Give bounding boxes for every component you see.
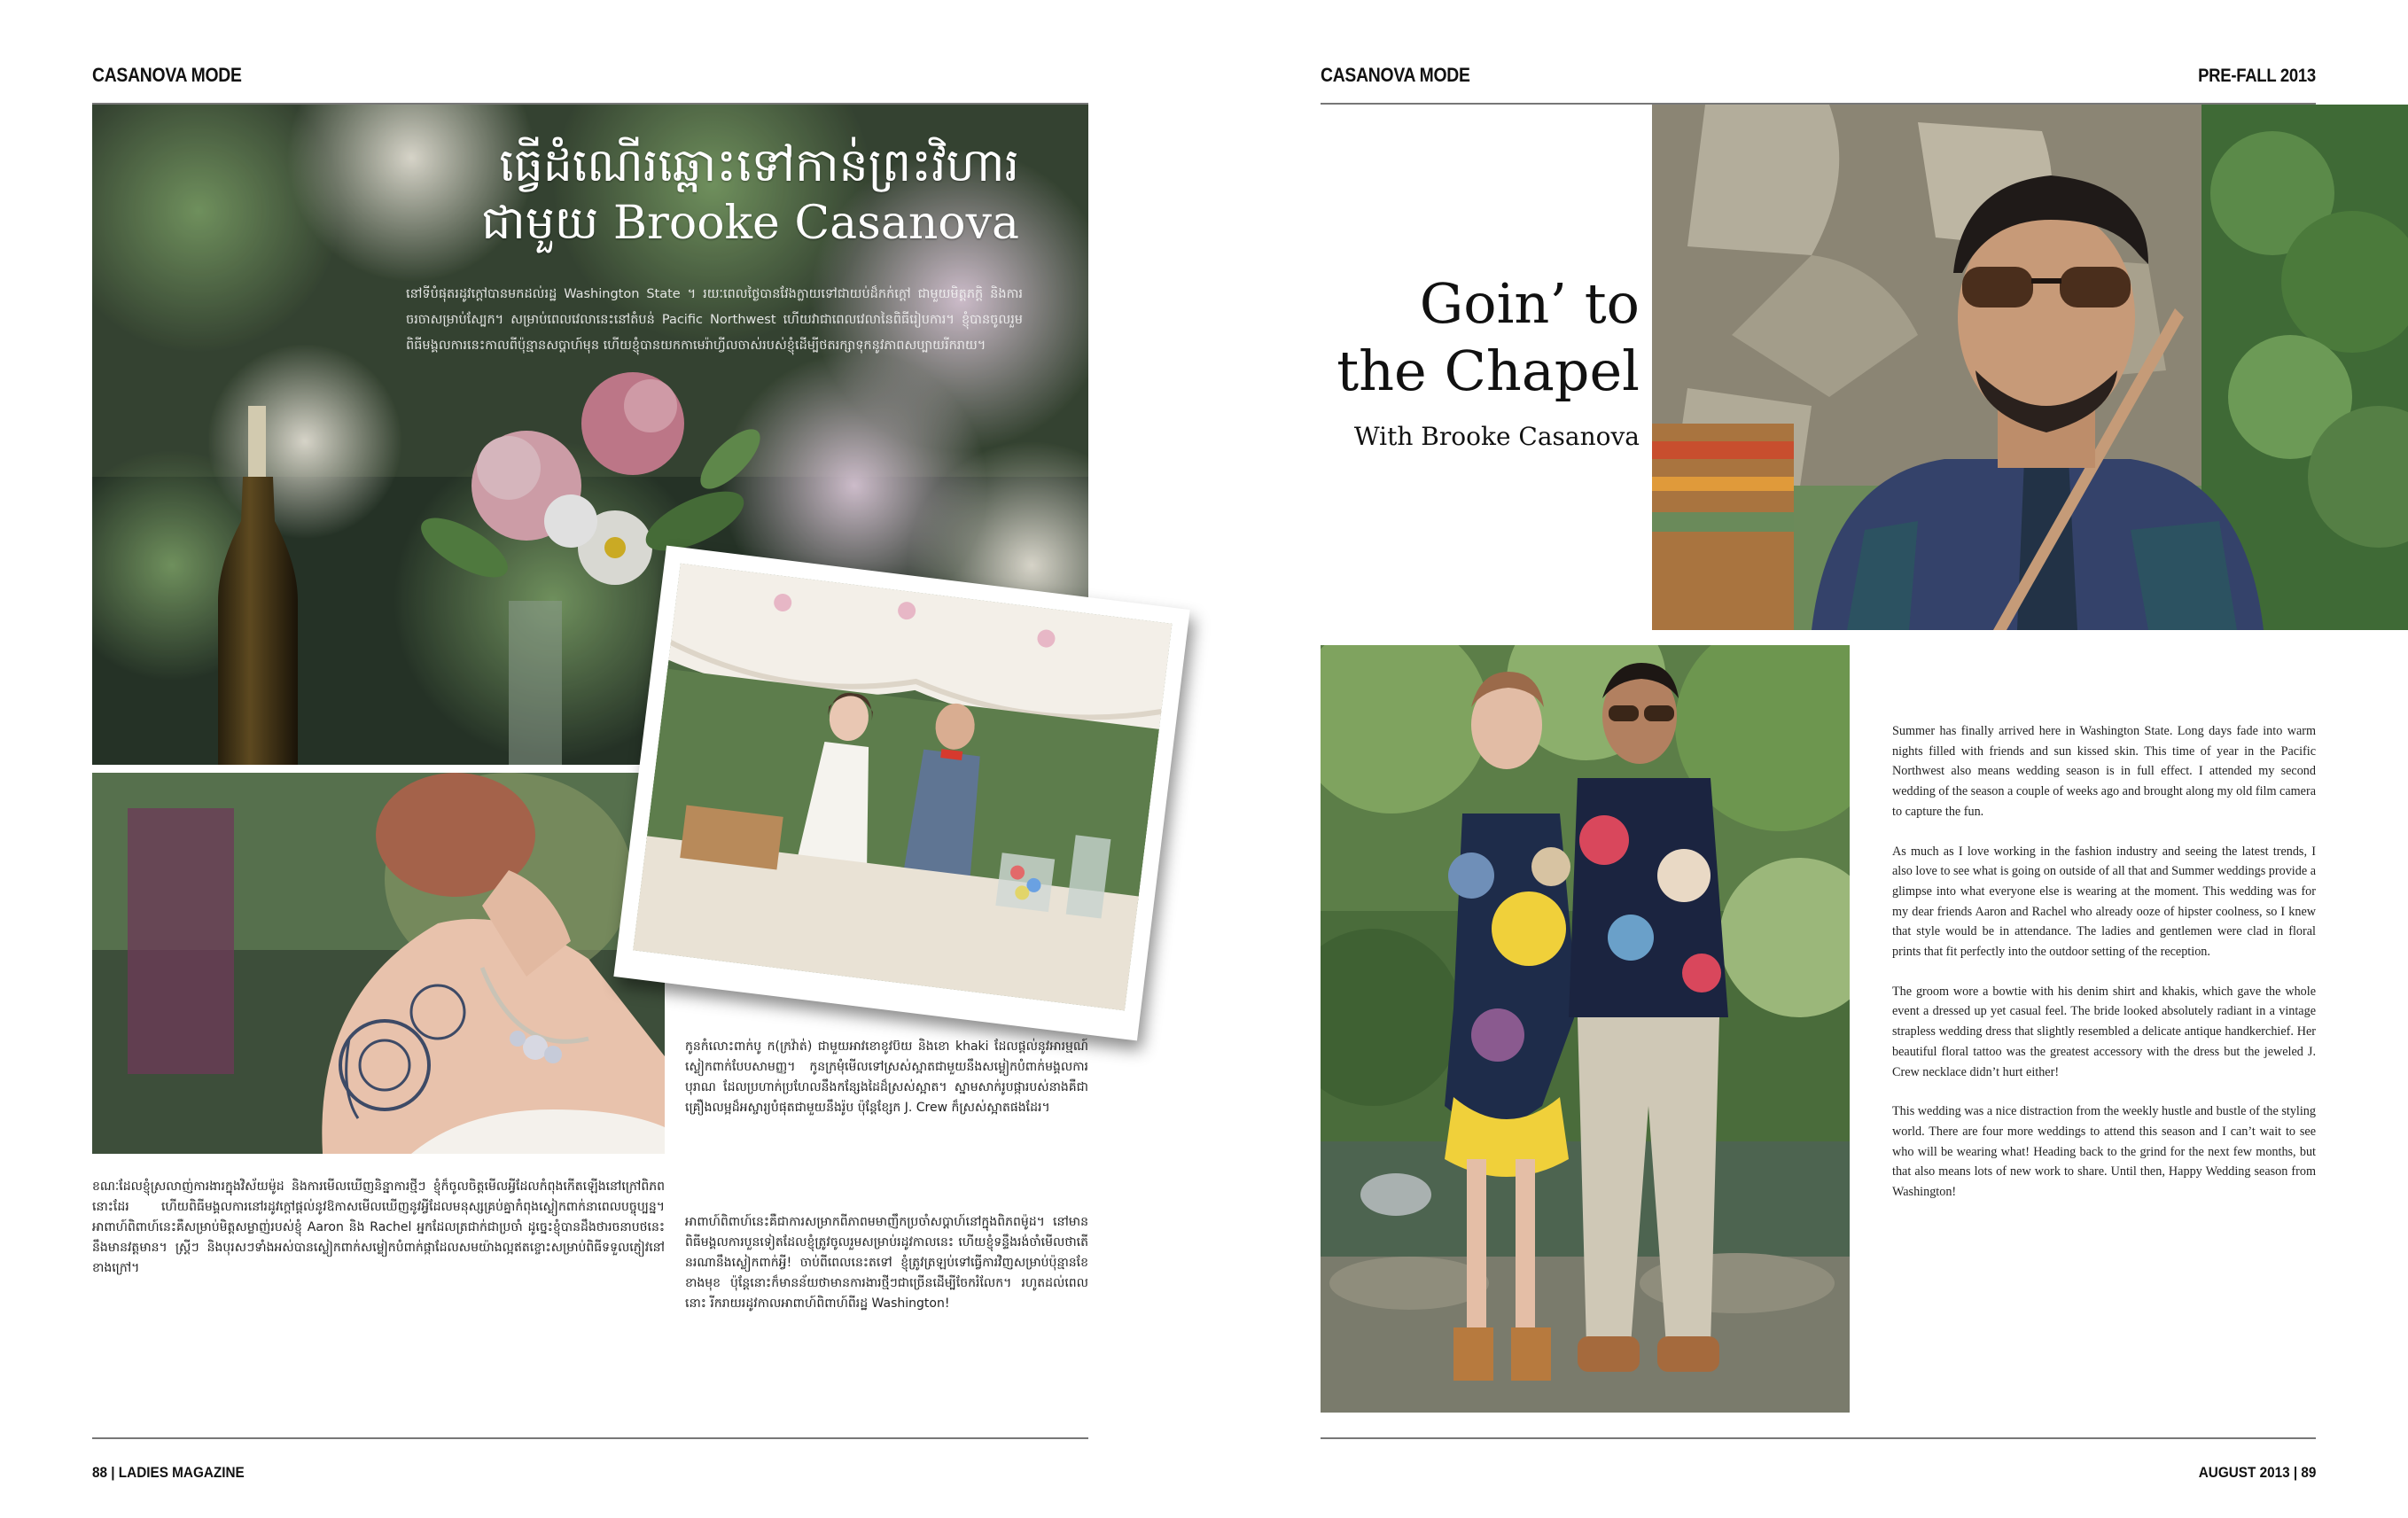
couple-tent-photo — [633, 564, 1172, 1011]
left-footer-rule — [92, 1437, 1088, 1439]
right-page-issue: PRE-FALL 2013 — [2198, 66, 2316, 86]
khmer-body-column-2b: អាពាហ៍ពិពាហ៍នេះគឺជាការសម្រាកពីភាពមមាញឹកប្រចាំសប្ដាហ៍នៅក្នុងពិភពម៉ូដ។ នៅមានពិធីមង្គលការបួនទៀតដែលខ្ញុំត្រូវចូលរួមសម្រាប់រដូវកាលនេះ ហើយខ្ញុំទន្ទឹងរង់ចាំមើលថាតើនរណានឹងស្លៀកពាក់អ្វី! ចាប់ពីពេលនេះតទៅ ខ្ញុំត្រូវត្រឡប់ទៅធ្វើការវិញសម្រាប់ប៉ុន្មានខែខាងមុខ ប៉ុន្តែនោះក៏មានន័យថាមានការងារថ្មីៗជាច្រើនដើម្បីចែករំលែក។ រហូតដល់ពេលនោះ រីករាយរដូវកាលអាពាហ៍ពិពាហ៍ពីរដ្ឋ Washington! — [685, 1215, 1088, 1311]
khmer-headline-line1: ធ្វើដំណើរឆ្ពោះទៅកាន់ព្រះវិហារ — [499, 139, 1019, 192]
left-page-header: CASANOVA MODE — [92, 64, 242, 86]
couple-polaroid-frame — [613, 546, 1189, 1041]
man-portrait-photo — [1652, 105, 2408, 630]
khmer-body-column-2a: កូនកំលោះពាក់បូ ក(ក្រវ៉ាត់) ជាមួយអាវខោខូវប៊យ និងខោ khaki ដែលផ្ដល់នូវអារម្មណ៍ស្លៀកពាក់បែបសាមញ្ញ។ កូនក្រមុំមើលទៅស្រស់ស្អាតជាមួយនឹងសម្លៀកបំពាក់មង្គលការបុរាណ ដែលប្រហាក់ប្រហែលនឹងកន្សែងដៃដ៏ស្រស់ស្អាត។ ស្នាមសាក់រូបផ្ការបស់នាងគឺជាគ្រឿងលម្អដ៏អស្ចារ្យបំផុតជាមួយនឹងរ៉ូប ប៉ុន្តែខ្សែក J. Crew ក៏ស្រស់ស្អាតផងដែរ។ — [685, 1039, 1088, 1115]
article-paragraph-3: The groom wore a bowtie with his denim shirt and khakis, which gave the whole event a dressed up yet casual feel. The bride looked absolutely radiant in a vintage strapless wedding dress that slightly resembled a delicate antique handkerchief. Her beautiful floral tattoo was the greatest accessory with the dress but the jeweled J. Crew necklace didn’t hurt either! — [1892, 984, 2316, 1079]
khmer-intro: នៅទីបំផុតរដូវក្ដៅបានមកដល់រដ្ឋ Washington State ។ រយៈពេលថ្ងៃបានវែងក្លាយទៅជាយប់ដ៏កក់ក្ដៅ ជាមួយមិត្តភក្ដិ និងការចរចាសម្រាប់ស្បែក។ សម្រាប់ពេលវេលានេះនៅតំបន់ Pacific Northwest ហើយវាជាពេលវេលានៃពិធីរៀបការ។ ខ្ញុំបានចូលរួមពិធីមង្គលការនេះកាលពីប៉ុន្មានសប្ដាហ៍មុន ហើយខ្ញុំបានយកកាមេរ៉ាហ្វីលចាស់របស់ខ្ញុំដើម្បីថតរក្សាទុកនូវភាពសប្បាយរីករាយ។ — [406, 287, 1023, 353]
right-page-footer: AUGUST 2013 | 89 — [2198, 1464, 2316, 1481]
right-page-header: CASANOVA MODE — [1321, 64, 1470, 86]
khmer-body-column-1: ខណៈដែលខ្ញុំស្រលាញ់ការងារក្នុងវិស័យម៉ូដ និងការមើលឃើញនិន្នាការថ្មីៗ ខ្ញុំក៏ចូលចិត្តមើលអ្វីដែលកំពុងកើតឡើងនៅក្រៅពិភពនោះដែរ ហើយពិធីមង្គលការនៅរដូវក្ដៅផ្ដល់នូវឱកាសមើលឃើញនូវអ្វីដែលមនុស្សគ្រប់គ្នាកំពុងស្លៀកពាក់នាពេលបច្ចុប្បន្ន។ អាពាហ៍ពិពាហ៍នេះគឺសម្រាប់មិត្តសម្លាញ់របស់ខ្ញុំ Aaron និង Rachel អ្នកដែលត្រជាក់ជាប្រចាំ ដូច្នេះខ្ញុំបានដឹងថារចនាបថនេះនឹងមានវត្តមាន។ ស្ត្រីៗ និងបុរសៗទាំងអស់បានស្លៀកពាក់សម្លៀកបំពាក់ផ្កាដែលសមយ៉ាងល្អឥតខ្ចោះសម្រាប់ពិធីទទួលភ្ញៀវនៅខាងក្រៅ។ — [92, 1179, 665, 1275]
english-headline-line2: the Chapel — [1336, 339, 1640, 403]
bride-tattoo-photo — [92, 773, 665, 1154]
article-paragraph-1: Summer has finally arrived here in Washington State. Long days fade into warm nights filled with friends and sun kissed skin. This time of year in the Pacific Northwest also means wedding season is in full effect. I attended my second wedding of the season a couple of weeks ago and brought along my old film camera to capture the fun. — [1892, 724, 2316, 819]
couple-garden-photo — [1321, 645, 1850, 1413]
right-footer-rule — [1321, 1437, 2316, 1439]
english-article-body — [1892, 721, 2316, 1222]
english-headline — [1321, 270, 1640, 405]
article-paragraph-2: As much as I love working in the fashion industry and seeing the latest trends, I also love to see what is going on outside of all that and Summer weddings provide a glimpse into what everyone else is wearing at the moment. This wedding was for my dear friends Aaron and Rachel who already ooze of hipster coolness, so I knew that style would be in attendance. The ladies and gentlemen were clad in floral prints that fit perfectly into the outdoor setting of the reception. — [1892, 844, 2316, 960]
english-subtitle: With Brooke Casanova — [1353, 422, 1640, 451]
khmer-headline-line2: ជាមួយ Brooke Casanova — [481, 197, 1019, 250]
khmer-headline — [372, 137, 1019, 253]
article-paragraph-4: This wedding was a nice distraction from the weekly hustle and bustle of the styling world. There are four more weddings to attend this season and I can’t wait to see who will be wearing what! Heading back to the grind for the next few months, but that also means lots of new work to share. Until then, Happy Wedding season from Washington! — [1892, 1104, 2316, 1200]
left-page-footer: 88 | LADIES MAGAZINE — [92, 1464, 245, 1481]
english-headline-line1: Goin’ to — [1419, 271, 1640, 336]
